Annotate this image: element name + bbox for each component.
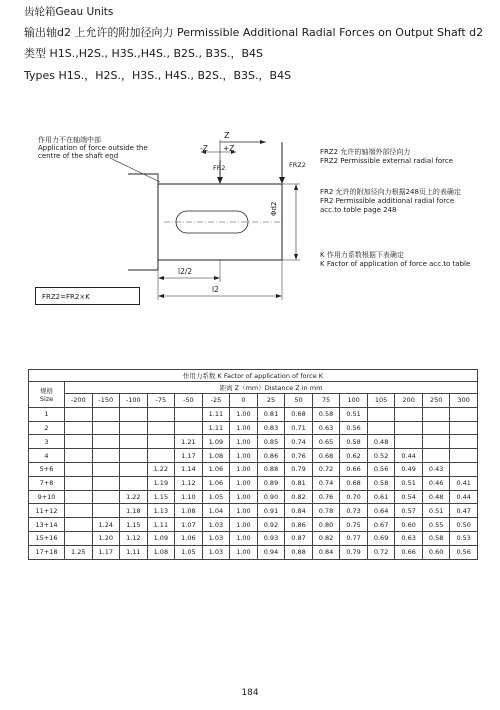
factor-cell (120, 476, 148, 490)
factor-cell: 0.69 (367, 531, 395, 545)
factor-cell (450, 449, 478, 463)
factor-table-wrap (28, 369, 478, 560)
factor-cell: 1.15 (120, 518, 148, 532)
legend-k-en: K Factor of application of force acc.to table (320, 260, 471, 268)
factor-cell (147, 449, 175, 463)
factor-cell: 1.00 (230, 435, 258, 449)
table-title: 作用力系数 K Factor of application of force K (29, 370, 478, 382)
factor-cell (175, 421, 203, 435)
factor-cell: 1.00 (230, 421, 258, 435)
factor-cell: 0.49 (395, 462, 423, 476)
factor-cell: 0.62 (340, 449, 368, 463)
factor-cell (65, 504, 93, 518)
l2-label: l2 (212, 285, 219, 294)
table-row (29, 421, 478, 435)
table-row (29, 407, 478, 421)
factor-cell: 1.11 (202, 421, 230, 435)
factor-cell: 1.13 (147, 504, 175, 518)
factor-cell: 0.47 (450, 504, 478, 518)
factor-cell (65, 435, 93, 449)
factor-cell: 1.25 (65, 545, 93, 559)
column-header: 50 (285, 394, 313, 408)
factor-cell: 0.58 (340, 435, 368, 449)
factor-cell: 0.74 (285, 435, 313, 449)
factor-cell: 0.65 (312, 435, 340, 449)
table-row (29, 504, 478, 518)
factor-cell: 1.11 (147, 518, 175, 532)
factor-cell: 0.76 (285, 449, 313, 463)
factor-cell: 0.53 (450, 531, 478, 545)
size-cell: 17+18 (29, 545, 65, 559)
column-header: 0 (230, 394, 258, 408)
column-header: -25 (202, 394, 230, 408)
table-row (29, 531, 478, 545)
factor-cell: 0.81 (285, 476, 313, 490)
factor-cell: 0.66 (340, 462, 368, 476)
factor-cell (65, 531, 93, 545)
table-row (29, 476, 478, 490)
factor-cell (120, 421, 148, 435)
factor-cell: 0.63 (395, 531, 423, 545)
factor-cell: 0.82 (285, 490, 313, 504)
factor-cell: 0.94 (257, 545, 285, 559)
factor-cell: 0.67 (367, 518, 395, 532)
factor-cell (65, 518, 93, 532)
factor-table (28, 369, 478, 560)
factor-cell: 0.58 (312, 407, 340, 421)
factor-cell: 1.03 (202, 531, 230, 545)
column-header-row (29, 394, 478, 408)
factor-cell: 0.84 (285, 504, 313, 518)
factor-cell: 1.04 (202, 504, 230, 518)
factor-cell (65, 490, 93, 504)
factor-cell (147, 421, 175, 435)
factor-cell: 0.68 (312, 449, 340, 463)
factor-cell: 0.51 (340, 407, 368, 421)
factor-cell (120, 407, 148, 421)
size-cell: 3 (29, 435, 65, 449)
factor-cell: 1.05 (175, 545, 203, 559)
factor-cell: 1.24 (92, 518, 120, 532)
size-cell: 7+8 (29, 476, 65, 490)
table-row (29, 545, 478, 559)
factor-cell: 0.92 (257, 518, 285, 532)
factor-cell (92, 449, 120, 463)
size-header-cn: 规格 (40, 386, 53, 395)
factor-cell: 0.61 (367, 490, 395, 504)
size-cell: 4 (29, 449, 65, 463)
legend-frz2-cn: FRZ2 允许的轴端外部径向力 (320, 148, 411, 156)
factor-cell: 0.74 (312, 476, 340, 490)
factor-cell: 0.43 (422, 462, 450, 476)
factor-cell: 1.00 (230, 490, 258, 504)
factor-cell: 1.18 (120, 504, 148, 518)
size-cell: 9+10 (29, 490, 65, 504)
size-cell: 2 (29, 421, 65, 435)
factor-cell: 0.52 (367, 449, 395, 463)
factor-cell: 0.48 (422, 490, 450, 504)
factor-cell: 1.06 (202, 462, 230, 476)
factor-cell: 1.00 (230, 407, 258, 421)
factor-cell: 0.81 (257, 407, 285, 421)
column-header: -150 (92, 394, 120, 408)
factor-cell (92, 490, 120, 504)
factor-cell: 0.70 (340, 490, 368, 504)
column-header: 250 (422, 394, 450, 408)
factor-cell: 1.00 (230, 518, 258, 532)
column-header: -200 (65, 394, 93, 408)
factor-cell (65, 476, 93, 490)
factor-cell (422, 407, 450, 421)
factor-cell (367, 407, 395, 421)
factor-cell: 0.68 (285, 407, 313, 421)
legend-fr2-en2: acc.to toble page 248 (320, 206, 397, 214)
factor-cell: 0.68 (340, 476, 368, 490)
minus-z-label: -Z (200, 144, 208, 153)
column-header: -50 (175, 394, 203, 408)
factor-cell: 0.76 (312, 490, 340, 504)
factor-cell (422, 421, 450, 435)
factor-cell (147, 407, 175, 421)
table-row (29, 435, 478, 449)
factor-cell (65, 421, 93, 435)
factor-cell (395, 421, 423, 435)
factor-cell: 1.21 (175, 435, 203, 449)
factor-cell: 0.72 (312, 462, 340, 476)
factor-cell: 0.48 (367, 435, 395, 449)
plus-z-label: +Z (223, 144, 235, 153)
factor-cell (450, 421, 478, 435)
factor-cell: 1.03 (202, 518, 230, 532)
d2-label: Φd2 (270, 201, 278, 216)
factor-cell: 0.79 (340, 545, 368, 559)
factor-cell: 1.09 (202, 435, 230, 449)
factor-cell: 0.78 (312, 504, 340, 518)
factor-cell: 1.06 (202, 476, 230, 490)
factor-cell (450, 407, 478, 421)
factor-cell: 0.44 (395, 449, 423, 463)
column-header: 100 (340, 394, 368, 408)
legend-k-cn: K 作用力系数根据下表确定 (320, 251, 404, 259)
page-subtitle: 输出轴d2 上允许的附加径向力 Permissible Additional Radial Forces on Output Shaft d2 (24, 26, 484, 39)
factor-cell: 0.46 (422, 476, 450, 490)
factor-cell: 1.10 (175, 490, 203, 504)
factor-cell: 0.86 (285, 518, 313, 532)
table-row (29, 449, 478, 463)
factor-cell: 1.11 (202, 407, 230, 421)
factor-cell (65, 407, 93, 421)
factor-cell: 0.87 (285, 531, 313, 545)
factor-cell: 0.56 (340, 421, 368, 435)
factor-cell: 1.19 (147, 476, 175, 490)
size-cell: 13+14 (29, 518, 65, 532)
factor-cell: 1.11 (120, 545, 148, 559)
factor-cell: 0.56 (367, 462, 395, 476)
legend-fr2-cn: FR2 允许的附加径向力根据248页上的表确定 (320, 188, 461, 196)
factor-cell: 0.41 (450, 476, 478, 490)
factor-cell: 0.57 (395, 504, 423, 518)
factor-cell: 0.79 (285, 462, 313, 476)
factor-cell: 0.86 (257, 449, 285, 463)
column-header: -100 (120, 394, 148, 408)
column-header: 25 (257, 394, 285, 408)
factor-cell: 1.12 (175, 476, 203, 490)
factor-cell (92, 476, 120, 490)
factor-cell (120, 449, 148, 463)
factor-cell (175, 407, 203, 421)
factor-cell: 0.50 (450, 518, 478, 532)
factor-cell: 0.82 (312, 531, 340, 545)
factor-cell: 0.80 (312, 518, 340, 532)
factor-cell: 1.22 (147, 462, 175, 476)
force-outside-cn: 作用力不在轴端中部 (38, 136, 101, 144)
factor-cell: 1.00 (230, 476, 258, 490)
factor-cell (120, 435, 148, 449)
factor-cell (92, 435, 120, 449)
factor-cell: 0.58 (367, 476, 395, 490)
formula-box: FRZ2=FR2×K (35, 287, 140, 305)
factor-cell (92, 462, 120, 476)
column-header: 105 (367, 394, 395, 408)
factor-cell: 0.91 (257, 504, 285, 518)
force-outside-en1: Application of force outside the (38, 144, 148, 152)
factor-cell: 1.08 (175, 504, 203, 518)
column-header: -75 (147, 394, 175, 408)
factor-cell: 0.44 (450, 490, 478, 504)
factor-cell: 0.83 (257, 421, 285, 435)
factor-cell: 0.71 (285, 421, 313, 435)
factor-cell: 1.00 (230, 531, 258, 545)
fr2-label: FR2 (213, 164, 226, 172)
section-title: 齿轮箱Geau Units (24, 6, 114, 18)
factor-cell (367, 421, 395, 435)
factor-cell: 1.05 (202, 490, 230, 504)
factor-cell: 1.09 (147, 531, 175, 545)
size-cell: 11+12 (29, 504, 65, 518)
factor-cell: 1.03 (202, 545, 230, 559)
factor-cell: 0.77 (340, 531, 368, 545)
factor-cell: 0.54 (395, 490, 423, 504)
factor-cell (395, 435, 423, 449)
z-axis-label: Z (224, 131, 230, 140)
factor-cell: 0.56 (450, 545, 478, 559)
types-cn: 类型 H1S.,H2S., H3S.,H4S., B2S., B3S.，B4S (24, 47, 264, 60)
l2-half-label: l2/2 (178, 267, 193, 276)
size-header-en: Size (39, 394, 54, 403)
legend-frz2-en: FRZ2 Permissible external radial force (320, 157, 453, 165)
factor-cell (147, 435, 175, 449)
factor-cell (65, 449, 93, 463)
column-header: 200 (395, 394, 423, 408)
factor-cell (92, 407, 120, 421)
factor-cell: 0.66 (395, 545, 423, 559)
page-number: 184 (241, 688, 259, 698)
factor-cell: 0.63 (312, 421, 340, 435)
factor-cell: 0.64 (367, 504, 395, 518)
force-outside-en2: centre of the shaft end (38, 152, 119, 160)
factor-cell: 0.75 (340, 518, 368, 532)
factor-cell: 0.88 (257, 462, 285, 476)
frz2-label: FRZ2 (289, 161, 306, 169)
size-cell: 15+16 (29, 531, 65, 545)
factor-cell (92, 421, 120, 435)
factor-cell: 0.84 (312, 545, 340, 559)
factor-cell: 0.60 (395, 518, 423, 532)
distance-header: 距离 Z（mm）Distance Z in mm (65, 382, 478, 394)
factor-cell: 0.93 (257, 531, 285, 545)
factor-cell (422, 435, 450, 449)
size-cell: 1 (29, 407, 65, 421)
table-row (29, 462, 478, 476)
table-row (29, 518, 478, 532)
factor-cell: 1.08 (147, 545, 175, 559)
factor-cell (422, 449, 450, 463)
factor-cell: 1.12 (120, 531, 148, 545)
factor-cell: 0.51 (395, 476, 423, 490)
factor-cell: 1.06 (175, 531, 203, 545)
factor-cell: 1.22 (120, 490, 148, 504)
size-cell: 5+6 (29, 462, 65, 476)
factor-cell: 1.17 (175, 449, 203, 463)
factor-cell: 1.00 (230, 504, 258, 518)
factor-cell (92, 504, 120, 518)
factor-cell: 0.60 (422, 545, 450, 559)
factor-cell: 1.15 (147, 490, 175, 504)
size-header (29, 382, 65, 408)
factor-cell: 0.85 (257, 435, 285, 449)
factor-cell: 0.90 (257, 490, 285, 504)
factor-cell: 1.20 (92, 531, 120, 545)
factor-cell: 1.17 (92, 545, 120, 559)
factor-cell: 1.00 (230, 449, 258, 463)
legend-fr2-en1: FR2 Permissible additional radial force (320, 197, 455, 205)
types-en: Types H1S.，H2S.，H3S., H4S., B2S.，B3S.，B4S (24, 69, 292, 82)
factor-cell (395, 407, 423, 421)
factor-cell: 1.07 (175, 518, 203, 532)
factor-cell: 0.73 (340, 504, 368, 518)
factor-cell: 1.00 (230, 462, 258, 476)
column-header: 300 (450, 394, 478, 408)
factor-cell (450, 462, 478, 476)
factor-cell: 1.08 (202, 449, 230, 463)
table-row (29, 490, 478, 504)
factor-cell: 0.89 (257, 476, 285, 490)
factor-cell: 1.14 (175, 462, 203, 476)
factor-cell: 0.55 (422, 518, 450, 532)
factor-cell (450, 435, 478, 449)
factor-cell (120, 462, 148, 476)
factor-cell: 1.00 (230, 545, 258, 559)
factor-cell: 0.58 (422, 531, 450, 545)
factor-cell (65, 462, 93, 476)
factor-cell: 0.88 (285, 545, 313, 559)
factor-cell: 0.72 (367, 545, 395, 559)
factor-cell: 0.51 (422, 504, 450, 518)
column-header: 75 (312, 394, 340, 408)
